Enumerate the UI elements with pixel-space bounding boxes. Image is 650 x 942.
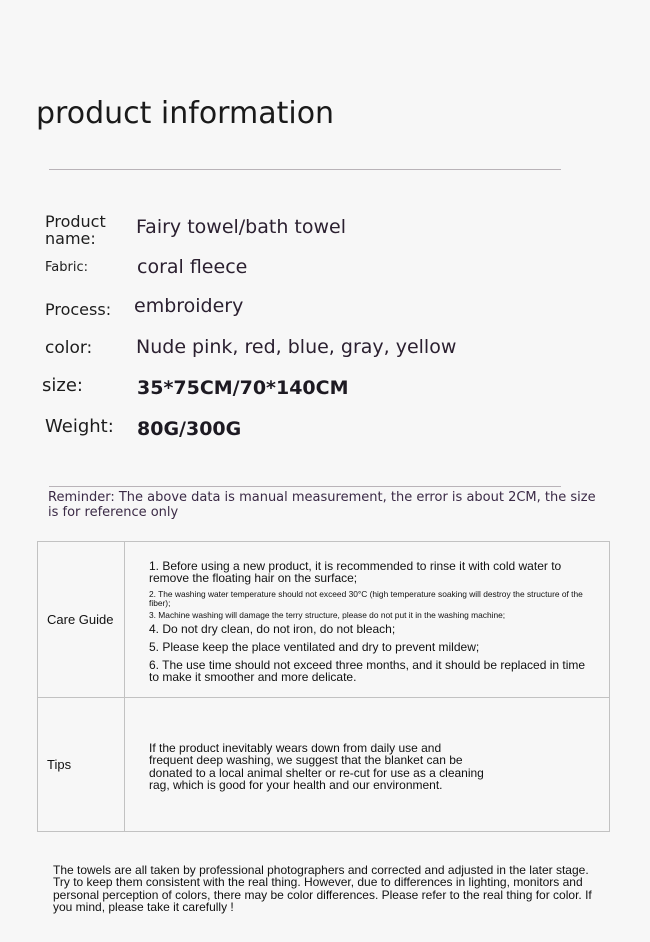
product-name-value: Fairy towel/bath towel	[136, 216, 347, 238]
tips-text: If the product inevitably wears down from daily use and frequent deep washing, we suggest that the blanket can be donated to a local animal shelter or re-cut for use as a cleaning rag, which is good for your health and our environment.	[149, 740, 484, 792]
care-item: 6. The use time should not exceed three months, and it should be replaced in time to make it smoother and more delicate.	[149, 658, 586, 684]
care-guide-label: Care Guide	[38, 542, 125, 698]
care-item: 5. Please keep the place ventilated and dry to prevent mildew;	[149, 640, 480, 654]
care-item: 2. The washing water temperature should not exceed 30°C (high temperature soaking will destroy the structure of the fiber);	[149, 589, 583, 608]
size-value: 35*75CM/70*140CM	[137, 377, 349, 399]
weight-value: 80G/300G	[137, 418, 242, 440]
care-guide-row	[38, 542, 610, 698]
footer-note: The towels are all taken by professional photographers and corrected and adjusted in the later stage. Try to keep them consistent with the real thing. However, due to differences in lighting, monitors and personal perception of colors, there may be color differences. Please refer to the real thing for color. If you mind, please take it carefully !	[53, 863, 592, 915]
reminder-note: Reminder: The above data is manual measurement, the error is about 2CM, the size is for reference only	[48, 490, 596, 520]
care-guide-content	[125, 542, 610, 698]
tips-content	[125, 698, 610, 832]
care-table	[37, 541, 610, 832]
size-label: size:	[42, 375, 83, 396]
divider-top	[49, 169, 561, 170]
process-value: embroidery	[134, 295, 244, 317]
page-title: product information	[36, 96, 335, 131]
tips-row	[38, 698, 610, 832]
care-item: 4. Do not dry clean, do not iron, do not bleach;	[149, 622, 396, 636]
weight-label: Weight:	[45, 416, 114, 437]
divider-bottom	[49, 486, 561, 487]
care-item: 3. Machine washing will damage the terry structure, please do not put it in the washing machine;	[149, 610, 506, 620]
process-label: Process:	[45, 300, 112, 319]
tips-label: Tips	[38, 698, 125, 832]
care-item: 1. Before using a new product, it is recommended to rinse it with cold water to remove the floating hair on the surface;	[149, 559, 562, 585]
color-label: color:	[45, 338, 93, 358]
fabric-label: Fabric:	[45, 260, 88, 275]
fabric-value: coral fleece	[137, 256, 248, 278]
color-value: Nude pink, red, blue, gray, yellow	[136, 336, 457, 358]
product-name-label: Product name:	[45, 212, 106, 248]
